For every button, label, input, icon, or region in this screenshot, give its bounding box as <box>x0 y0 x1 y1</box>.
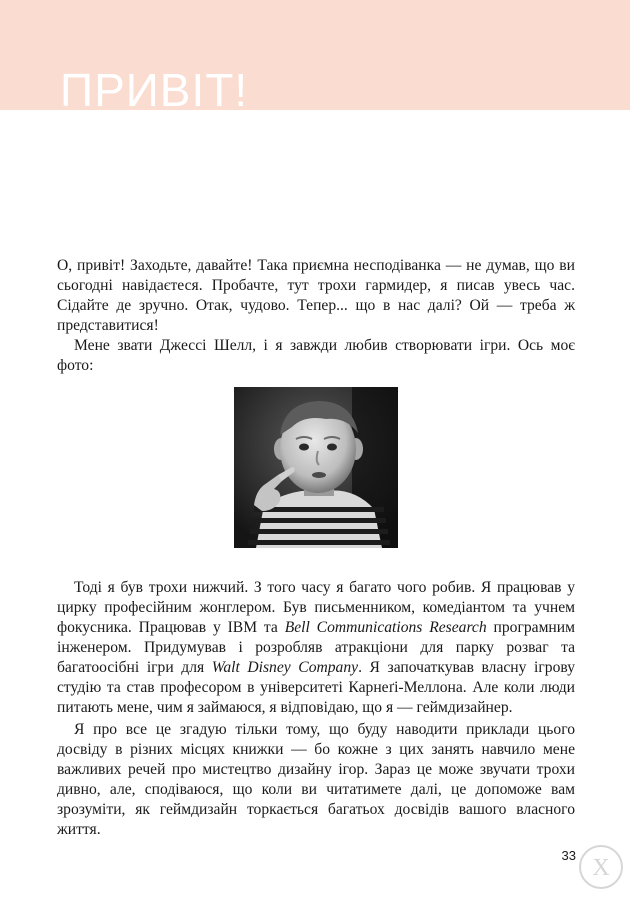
author-childhood-photo <box>234 387 398 548</box>
intro-paragraph-1: О, привіт! Заходьте, давайте! Така приємна несподіванка — не думав, що ви сьогодні навідаєтеся. Пробачте, тут трохи гармидер, я писав увесь час. Сідайте де зручно. Отак, чудово. Тепер... що в нас далі? Ой — треба ж представитися! <box>57 257 575 334</box>
history-text-part-3: . Я започаткував власну ігрову студію та став професором в університеті Карнеґі-Меллона. Але коли люди питають мене, чим я займаюся, я відповідаю, що я — геймдизайнер. <box>57 659 575 716</box>
history-text-part-2: програмним інженером. Придумував і розробляв атракціони для парку розваг та багатоосібні ігри для <box>57 619 575 676</box>
intro-section <box>57 256 575 376</box>
company-name-disney: Walt Disney Company <box>211 659 359 676</box>
header-band <box>0 0 630 116</box>
history-text-part-1: Тоді я був трохи нижчий. З того часу я багато чого робив. Я працював у цирку професійним жонглером. Був письменником, комедіантом та учнем фокусника. Працював у IBM та <box>57 579 575 636</box>
child-portrait-photo <box>234 387 398 548</box>
intro-paragraph-2: Мене звати Джессі Шелл, і я завжди любив створювати ігри. Ось моє фото: <box>57 337 575 374</box>
history-paragraph <box>57 578 575 718</box>
history-section <box>57 578 575 718</box>
page-number: 33 <box>561 848 576 863</box>
publisher-watermark-icon <box>578 844 624 890</box>
page-title: ПРИВІТ! <box>60 64 249 116</box>
purpose-paragraph: Я про все це згадую тільки тому, що буду наводити приклади цього досвіду в різних місцях книжки — бо кожне з цих занять навчило мене важливих речей про мистецтво дизайну ігор. Зараз це може звучати трохи дивно, але, сподіваюся, що коли ви читатимете далі, це допоможе вам зрозуміти, як геймдизайн торкається багатьох досвідів вашого власного життя. <box>57 721 575 838</box>
purpose-section <box>57 720 575 840</box>
watermark-letter: X <box>592 855 610 881</box>
company-name-bell: Bell Communications Research <box>284 619 487 636</box>
